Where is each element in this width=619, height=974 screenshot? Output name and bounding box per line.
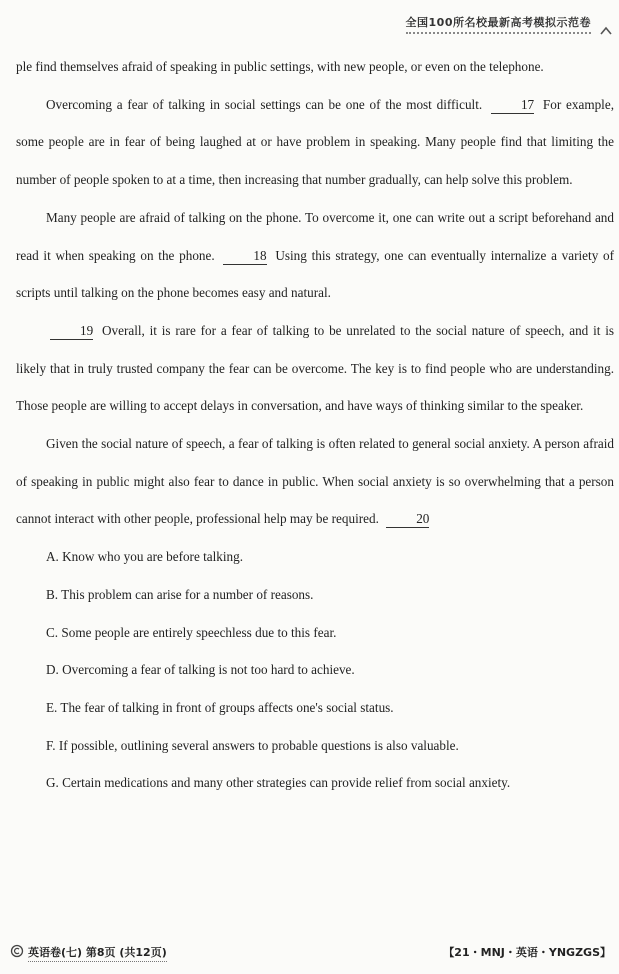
option-e: E. The fear of talking in front of groups affects one's social status. [46,699,394,715]
option-a: A. Know who you are before talking. [46,549,244,565]
passage-content [16,48,614,802]
paragraph-2 [16,86,614,199]
paragraph-4 [16,312,614,425]
footer-exam-code: 【21・MNJ・英语・YNGZGS】 [443,946,611,959]
blank-17: 17 [491,97,534,114]
paragraph-3 [16,199,614,312]
paragraph-1-text: ple find themselves afraid of speaking in public settings, with new people, or even on the telephone. [16,59,544,74]
paragraph-1 [16,48,614,86]
chevron-mark-icon [599,24,613,38]
header-title: 全国100所名校最新高考模拟示范卷 [406,14,591,34]
paragraph-2-text-before: Overcoming a fear of talking in social settings can be one of the most difficult. [46,96,483,112]
page-footer [0,938,619,974]
option-b: B. This problem can arise for a number of reasons. [46,586,314,602]
blank-20: 20 [386,511,429,528]
option-d: D. Overcoming a fear of talking is not too hard to achieve. [46,662,355,678]
blank-19: 19 [50,323,93,340]
footer-page-info: 英语卷(七) 第8页 (共12页) [28,944,167,962]
options-list [16,538,614,802]
option-c: C. Some people are entirely speechless due to this fear. [46,624,337,640]
paragraph-2-text-after: For example, some people are in fear of being laughed at or have problem in speaking. Many people find that limiting the number of people spoken to at a time, then increasing that number gradually, can help solve this problem. [16,96,614,188]
option-g: G. Certain medications and many other strategies can provide relief from social anxiety. [46,775,511,791]
page-header [0,0,619,46]
paragraph-3-text-after: Using this strategy, one can eventually internalize a variety of scripts until talking on the phone becomes easy and natural. [16,247,615,301]
paragraph-3-text-before: Many people are afraid of talking on the phone. To overcome it, one can write out a script beforehand and read it when speaking on the phone. [16,209,614,263]
paragraph-4-text: Overall, it is rare for a fear of talking to be unrelated to the social nature of speech, and it is likely that in truly trusted company the fear can be overcome. The key is to find people who are understanding. Those people are willing to accept delays in conversation, and have ways of thinking similar to the speaker. [16,322,614,414]
paragraph-5 [16,425,614,538]
blank-18: 18 [223,248,266,265]
copyright-circle-icon [10,944,24,958]
paragraph-5-text: Given the social nature of speech, a fear of talking is often related to general social anxiety. A person afraid of speaking in public might also fear to dance in public. When social anxiety is so overwhelming that a person cannot interact with other people, professional help may be required. [16,436,614,527]
option-f: F. If possible, outlining several answers to probable questions is also valuable. [46,737,459,753]
